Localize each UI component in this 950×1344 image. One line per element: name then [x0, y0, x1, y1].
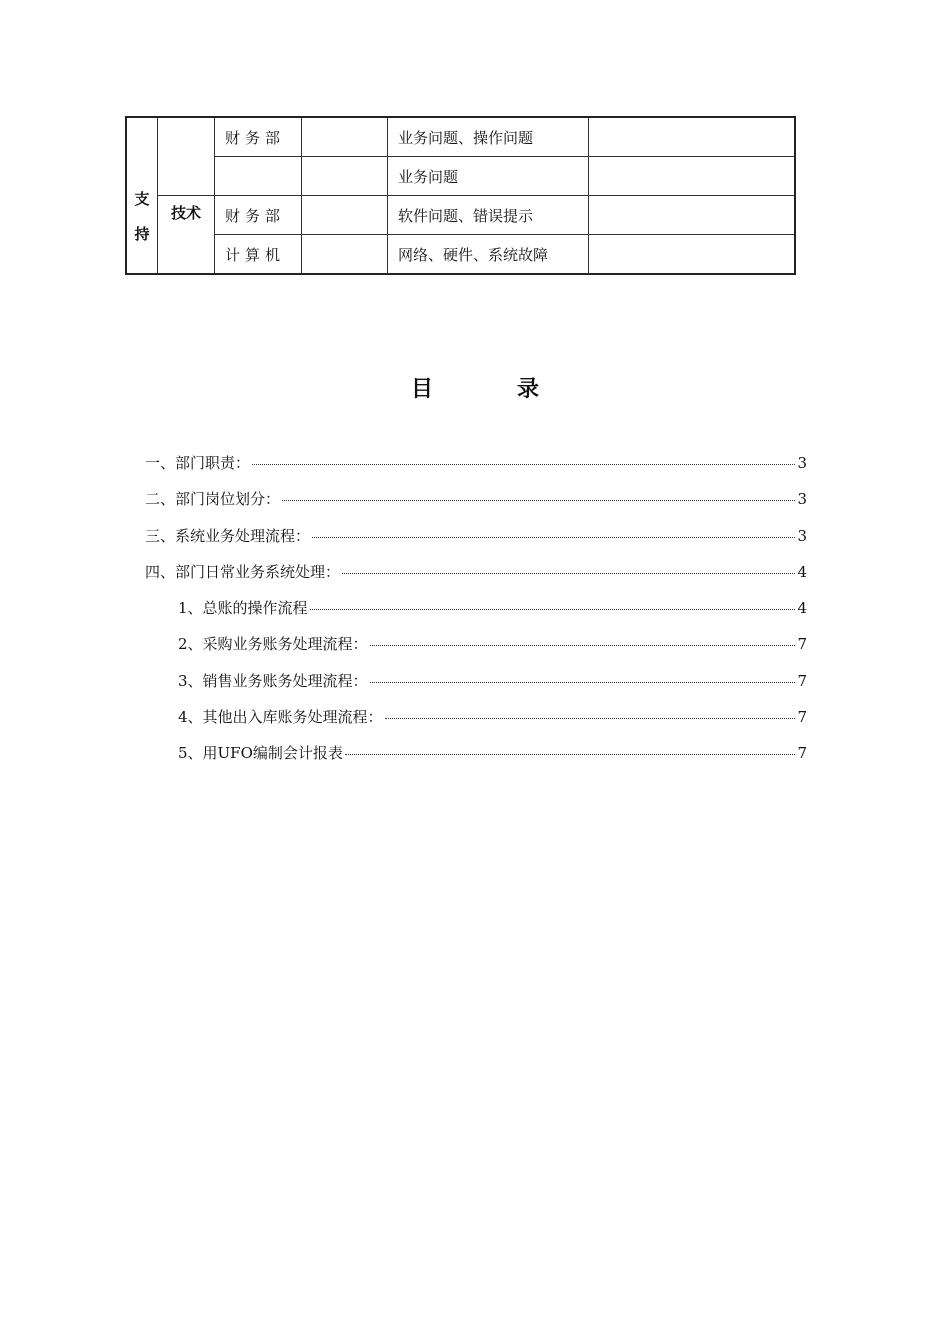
toc-leader-dots — [312, 537, 795, 538]
table-of-contents — [145, 452, 807, 779]
toc-page-number: 7 — [797, 744, 807, 763]
support-char: 支 — [134, 189, 150, 208]
toc-entry-label: 2、采购业务账务处理流程： — [178, 635, 368, 654]
issue-cell: 业务问题、操作问题 — [388, 117, 589, 157]
toc-page-number: 3 — [797, 526, 807, 545]
dept-cell: 财务部 — [215, 117, 302, 157]
toc-entry-label: 1、总账的操作流程 — [178, 599, 308, 618]
toc-entry-label: 一、部门职责： — [145, 454, 251, 472]
dept-cell — [215, 157, 302, 196]
tech-label-cell: 技术 — [158, 196, 215, 275]
support-label-cell — [126, 117, 158, 274]
toc-entry[interactable] — [145, 561, 807, 597]
toc-page-number: 7 — [797, 708, 807, 727]
table-row — [126, 235, 795, 275]
issue-cell: 业务问题 — [388, 157, 589, 196]
blank-cell — [302, 196, 388, 235]
toc-title-char: 目 — [410, 377, 433, 402]
toc-leader-dots — [345, 754, 795, 755]
dept-cell: 计算机 — [215, 235, 302, 275]
support-table — [125, 116, 796, 275]
toc-entry[interactable] — [145, 525, 807, 561]
toc-entry-label: 四、部门日常业务系统处理： — [145, 562, 341, 581]
toc-leader-dots — [385, 718, 795, 719]
dept-cell: 财务部 — [215, 196, 302, 235]
toc-leader-dots — [370, 645, 795, 646]
extra-cell — [589, 235, 796, 275]
toc-entry[interactable] — [145, 488, 807, 524]
toc-page-number: 3 — [797, 454, 807, 472]
toc-page-number: 4 — [797, 599, 807, 618]
toc-title-char: 录 — [517, 377, 540, 402]
toc-leader-dots — [342, 573, 795, 574]
toc-entry[interactable] — [145, 706, 807, 742]
extra-cell — [589, 157, 796, 196]
toc-entry[interactable] — [145, 670, 807, 706]
toc-entry[interactable] — [145, 633, 807, 669]
toc-page-number: 4 — [797, 562, 807, 581]
toc-leader-dots — [282, 500, 795, 501]
toc-entry-label: 3、销售业务账务处理流程： — [178, 671, 368, 690]
support-char: 持 — [134, 224, 150, 243]
toc-page-number: 7 — [797, 635, 807, 654]
toc-entry-label: 5、用UFO编制会计报表 — [178, 744, 343, 763]
issue-cell: 网络、硬件、系统故障 — [388, 235, 589, 275]
toc-leader-dots — [370, 682, 795, 683]
blank-cell — [302, 235, 388, 275]
toc-entry-label: 4、其他出入库账务处理流程： — [178, 708, 383, 727]
table-row — [126, 196, 795, 235]
empty-cell — [158, 117, 215, 196]
toc-entry[interactable] — [145, 597, 807, 633]
table-row — [126, 117, 795, 157]
toc-entry[interactable] — [145, 452, 807, 488]
toc-entry-label: 二、部门岗位划分： — [145, 490, 281, 509]
blank-cell — [302, 117, 388, 157]
toc-page-number: 7 — [797, 671, 807, 690]
toc-entry-label: 三、系统业务处理流程： — [145, 526, 311, 545]
toc-leader-dots — [252, 464, 795, 465]
toc-title — [0, 372, 950, 403]
toc-page-number: 3 — [797, 490, 807, 509]
blank-cell — [302, 157, 388, 196]
issue-cell: 软件问题、错误提示 — [388, 196, 589, 235]
extra-cell — [589, 117, 796, 157]
table-row — [126, 157, 795, 196]
toc-leader-dots — [310, 609, 795, 610]
extra-cell — [589, 196, 796, 235]
toc-entry[interactable] — [145, 742, 807, 778]
